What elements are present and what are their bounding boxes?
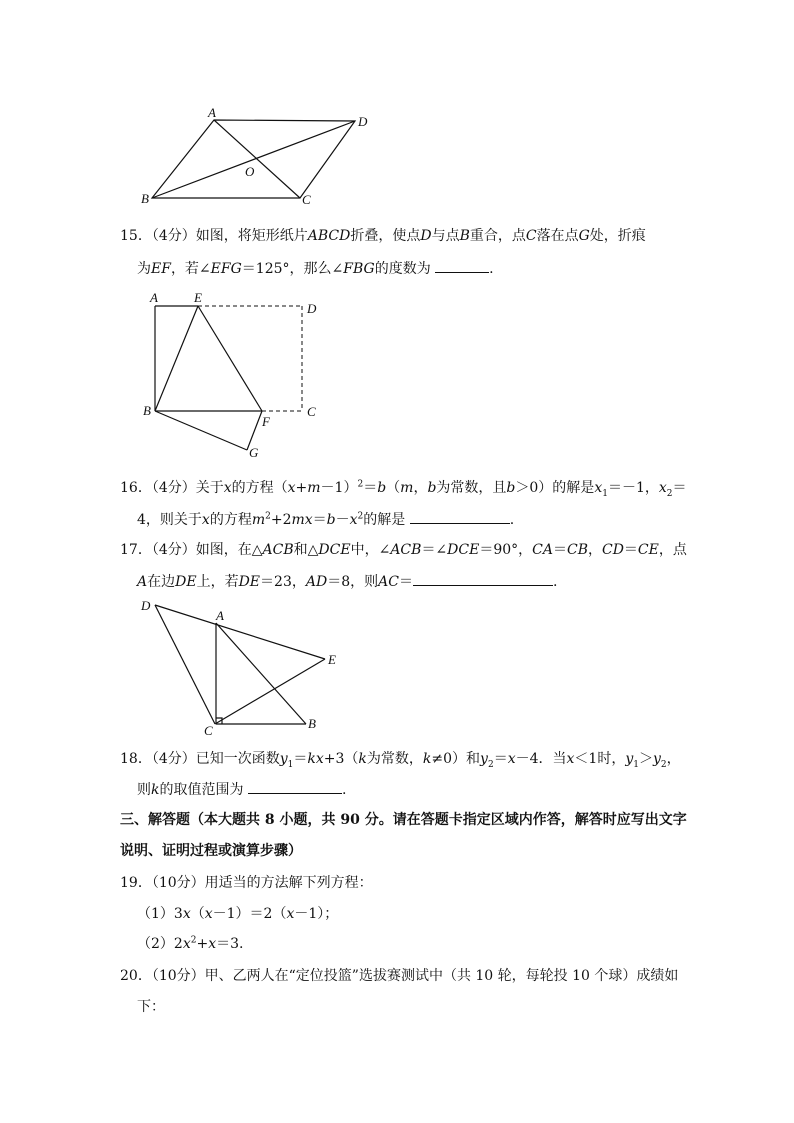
text: ＜1时，: [574, 751, 626, 767]
text: ＝23，: [260, 574, 306, 590]
fig15-label-f: F: [262, 414, 270, 429]
text: －4．当: [515, 751, 567, 767]
var: x+m: [287, 480, 321, 496]
var: AD: [305, 574, 328, 590]
var: G: [578, 228, 590, 244]
text: 的方程: [209, 512, 252, 528]
fig15-label-d: D: [307, 301, 317, 316]
text: 的取值范围为: [159, 782, 244, 798]
q17-line2: [137, 571, 557, 592]
var: ACB: [390, 542, 422, 558]
text: +: [196, 936, 209, 952]
subscript: 1: [287, 759, 294, 770]
text: 如图，在△: [195, 542, 263, 558]
superscript: 2: [357, 479, 364, 490]
var: x: [208, 936, 217, 952]
text: ＝: [493, 751, 508, 767]
var: ACB: [262, 542, 294, 558]
fig15-label-e: E: [194, 290, 202, 305]
subscript: 2: [666, 488, 673, 499]
var: x: [658, 480, 667, 496]
var: m: [251, 512, 266, 528]
text: .: [489, 261, 494, 277]
text: +2: [270, 512, 292, 528]
var: k: [151, 782, 160, 798]
text: .: [552, 574, 558, 590]
text: （: [190, 906, 205, 922]
var: DE: [238, 574, 261, 590]
var: y: [480, 751, 488, 767]
text: ＝: [552, 542, 567, 558]
q16-line1: [120, 478, 687, 498]
subscript: 2: [660, 759, 667, 770]
text: ＝8，则: [327, 574, 379, 590]
var: k: [422, 751, 432, 767]
text: 已知一次函数: [195, 751, 280, 767]
var: DE: [175, 574, 197, 590]
text: 的方程（: [231, 480, 288, 496]
text: ＝: [312, 512, 327, 528]
var: CA: [532, 542, 553, 558]
q16-number: 16．（4分）: [120, 480, 196, 496]
text: （2）2: [137, 936, 183, 952]
q18-line1: [120, 749, 681, 769]
text: .: [509, 512, 515, 528]
text: ＝－1，: [607, 480, 659, 496]
var: x: [182, 906, 191, 922]
var: x: [349, 512, 358, 528]
var: y: [653, 751, 661, 767]
q15-number: 15．（4分）: [120, 228, 196, 244]
text: －1）＝2（: [212, 906, 287, 922]
q18-line2: [137, 779, 346, 800]
text: 上，若: [196, 574, 239, 590]
q17-number: 17．（4分）: [120, 542, 196, 558]
text: －1）: [320, 480, 358, 496]
q19-part1: [137, 904, 338, 924]
answer-blank[interactable]: [248, 779, 342, 794]
var: B: [459, 228, 470, 244]
text: 处，折痕: [589, 228, 646, 244]
text: ＝: [623, 542, 638, 558]
text: 甲、乙两人在“定位投篮”选拔赛测试中（共 10 轮，每轮投 10 个球）成绩如: [204, 968, 679, 984]
fig17-label-e: E: [328, 652, 336, 667]
var: ABCD: [307, 228, 351, 244]
fig15-label-c: C: [307, 404, 316, 419]
text: ＝: [672, 480, 687, 496]
fig14-label-b: B: [141, 191, 149, 206]
var: EFG: [210, 261, 242, 277]
superscript: 2: [357, 511, 364, 522]
text: 为常数，且: [436, 480, 507, 496]
superscript: 2: [265, 511, 271, 522]
var: b: [377, 480, 387, 496]
q17-line1: [120, 540, 687, 560]
fig17-label-b: B: [308, 716, 316, 731]
q19-number: 19．（10分）: [120, 875, 205, 891]
text: 落在点: [536, 228, 579, 244]
var: x: [566, 751, 575, 767]
var: DCE: [318, 542, 351, 558]
section3-heading-line2: 说明、证明过程或演算步骤）: [120, 843, 302, 859]
text: －: [335, 512, 350, 528]
subscript: 2: [487, 759, 494, 770]
subscript: 1: [633, 759, 639, 770]
subscript: 1: [602, 488, 608, 499]
text: ，点: [658, 542, 687, 558]
fig17-label-c: C: [204, 723, 213, 738]
var: b: [427, 480, 437, 496]
text: 为常数，: [366, 751, 423, 767]
var: b: [326, 512, 336, 528]
superscript: 2: [190, 935, 197, 946]
fig17-label-d: D: [141, 598, 151, 613]
text: ＝: [398, 574, 413, 590]
q15-line1: [120, 226, 646, 246]
var: x: [594, 480, 603, 496]
text: +3（: [323, 751, 359, 767]
fig15-label-g: G: [249, 445, 259, 460]
text: ＝: [293, 751, 308, 767]
text: 中，∠: [350, 542, 391, 558]
var: DCE: [447, 542, 480, 558]
q19-line1: [120, 873, 373, 893]
text: ＝3.: [216, 936, 244, 952]
var: EF: [151, 261, 171, 277]
text: ≠0）和: [431, 751, 481, 767]
text: ＞: [639, 751, 653, 767]
fig14-label-d: D: [358, 114, 368, 129]
text: 和△: [293, 542, 319, 558]
var: CD: [601, 542, 624, 558]
text: 4，则关于: [137, 512, 202, 528]
q16-line2: [137, 509, 514, 530]
text: ，: [587, 542, 602, 558]
text: 用适当的方法解下列方程：: [204, 875, 373, 891]
q20-line1: [120, 966, 678, 986]
text: ＞0）的解是: [515, 480, 595, 496]
var: x: [223, 480, 232, 496]
text: 的度数为: [374, 261, 431, 277]
text: 则: [137, 782, 151, 798]
var: x: [507, 751, 516, 767]
text: 关于: [195, 480, 224, 496]
var: m: [400, 480, 414, 496]
fig17-label-a: A: [216, 608, 224, 623]
answer-blank[interactable]: [435, 258, 489, 273]
text: ＝90°，: [479, 542, 533, 558]
var: x: [204, 906, 213, 922]
text: 重合，点: [469, 228, 526, 244]
q18-number: 18．（4分）: [120, 751, 196, 767]
var: mx: [291, 512, 313, 528]
var: AC: [378, 574, 399, 590]
var: CB: [566, 542, 588, 558]
var: CE: [637, 542, 659, 558]
answer-blank[interactable]: [413, 571, 553, 586]
fig15-label-b: B: [143, 403, 151, 418]
text: ＝: [363, 480, 378, 496]
text: .: [341, 782, 347, 798]
text: 与点: [431, 228, 460, 244]
var: y: [625, 751, 634, 767]
var: A: [137, 574, 148, 590]
section3-heading-line1: 三、解答题（本大题共 8 小题，共 90 分。请在答题卡指定区域内作答，解答时应写出文字: [120, 812, 687, 828]
q20-line2: 下：: [137, 999, 165, 1015]
var: b: [506, 480, 516, 496]
q20-number: 20．（10分）: [120, 968, 205, 984]
var: x: [182, 936, 191, 952]
fig14-label-c: C: [302, 192, 311, 207]
text: ＝125°，那么∠: [241, 261, 344, 277]
q19-part2: [137, 934, 243, 954]
var: k: [358, 751, 367, 767]
text: ，: [413, 480, 428, 496]
var: D: [420, 228, 432, 244]
fig14-label-a: A: [208, 105, 216, 120]
text: ，若∠: [170, 261, 211, 277]
text: （1）3: [137, 906, 183, 922]
text: （: [386, 480, 401, 496]
var: x: [201, 512, 210, 528]
fig15-label-a: A: [150, 290, 158, 305]
answer-blank[interactable]: [410, 509, 510, 524]
text: 的解是: [363, 512, 406, 528]
fig14-label-o: O: [245, 164, 255, 179]
var: y: [279, 751, 288, 767]
text: 折叠，使点: [350, 228, 421, 244]
text: ，: [666, 751, 681, 767]
text: 为: [137, 261, 151, 277]
var: C: [525, 228, 537, 244]
text: ＝∠: [421, 542, 448, 558]
text: －1）；: [294, 906, 339, 922]
var: x: [286, 906, 295, 922]
var: kx: [307, 751, 324, 767]
var: FBG: [343, 261, 375, 277]
text: 如图，将矩形纸片: [195, 228, 308, 244]
text: 在边: [147, 574, 176, 590]
q15-line2: [137, 258, 494, 279]
